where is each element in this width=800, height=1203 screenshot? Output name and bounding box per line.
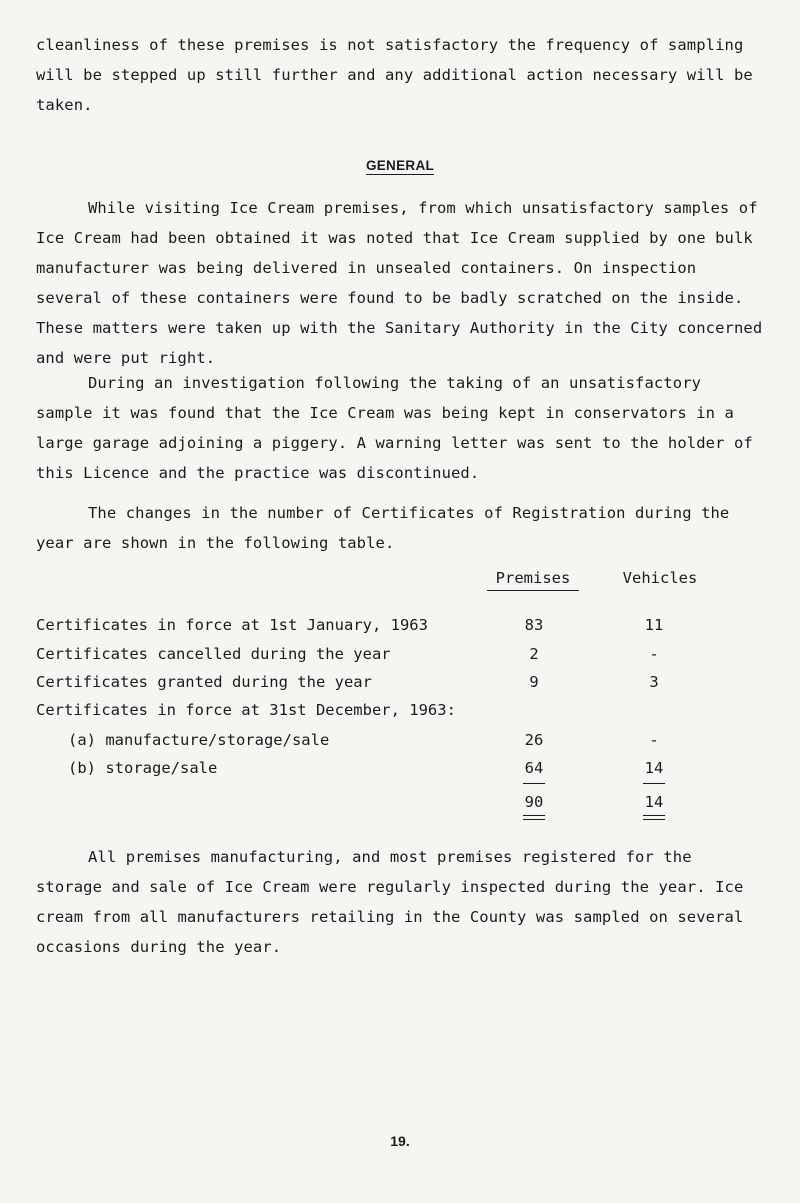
subtotal-rule — [523, 783, 545, 784]
row-label: Certificates in force at 31st December, 1963: — [36, 701, 456, 719]
row-label: Certificates in force at 1st January, 1963 — [36, 616, 428, 634]
page-number: 19. — [390, 1133, 410, 1149]
cell-vehicles: 11 — [644, 616, 664, 634]
cell-premises: 2 — [529, 645, 539, 663]
total-premises: 90 — [524, 793, 544, 811]
total-double-rule — [523, 815, 545, 820]
cell-vehicles: - — [649, 645, 659, 663]
subtotal-rule — [643, 783, 665, 784]
cell-premises: 83 — [524, 616, 544, 634]
paragraph-containers: While visiting Ice Cream premises, from which unsatisfactory samples of Ice Cream had been obtained it was noted that Ice Cream supplied by one bulk manufacturer was being delivered in unsealed containers. On inspection several of these containers were found to be badly scratched on the inside. These matters were taken up with the Sanitary Authority in the City concerned and were put right. — [36, 199, 763, 367]
section-heading: GENERAL — [365, 158, 435, 173]
row-label: (b) storage/sale — [68, 759, 218, 777]
paragraph-table-intro: The changes in the number of Certificates of Registration during the year are shown in the following table. — [36, 504, 730, 552]
cell-premises: 26 — [524, 731, 544, 749]
cell-vehicles: 3 — [649, 673, 659, 691]
cell-premises: 64 — [524, 759, 544, 777]
col-header-premises: Premises — [487, 569, 579, 591]
row-label: (a) manufacture/storage/sale — [68, 731, 330, 749]
cell-premises: 9 — [529, 673, 539, 691]
row-label: Certificates granted during the year — [36, 673, 372, 691]
cell-vehicles: - — [649, 731, 659, 749]
row-label: Certificates cancelled during the year — [36, 645, 391, 663]
total-double-rule — [643, 815, 665, 820]
col-header-vehicles: Vehicles — [622, 569, 698, 587]
intro-paragraph: cleanliness of these premises is not satisfactory the frequency of sampling will be stepped up still further and any additional action necessary will be taken. — [36, 36, 753, 114]
total-vehicles: 14 — [644, 793, 664, 811]
paragraph-piggery: During an investigation following the taking of an unsatisfactory sample it was found that the Ice Cream was being kept in conservators in a large garage adjoining a piggery. A warning letter was sent to the holder of this Licence and the practice was discontinued. — [36, 374, 753, 482]
paragraph-inspections: All premises manufacturing, and most premises registered for the storage and sale of Ice Cream were regularly inspected during the year. Ice cream from all manufacturers retailing in the County was sampled on several occasions during the year. — [36, 848, 744, 956]
cell-vehicles: 14 — [644, 759, 664, 777]
